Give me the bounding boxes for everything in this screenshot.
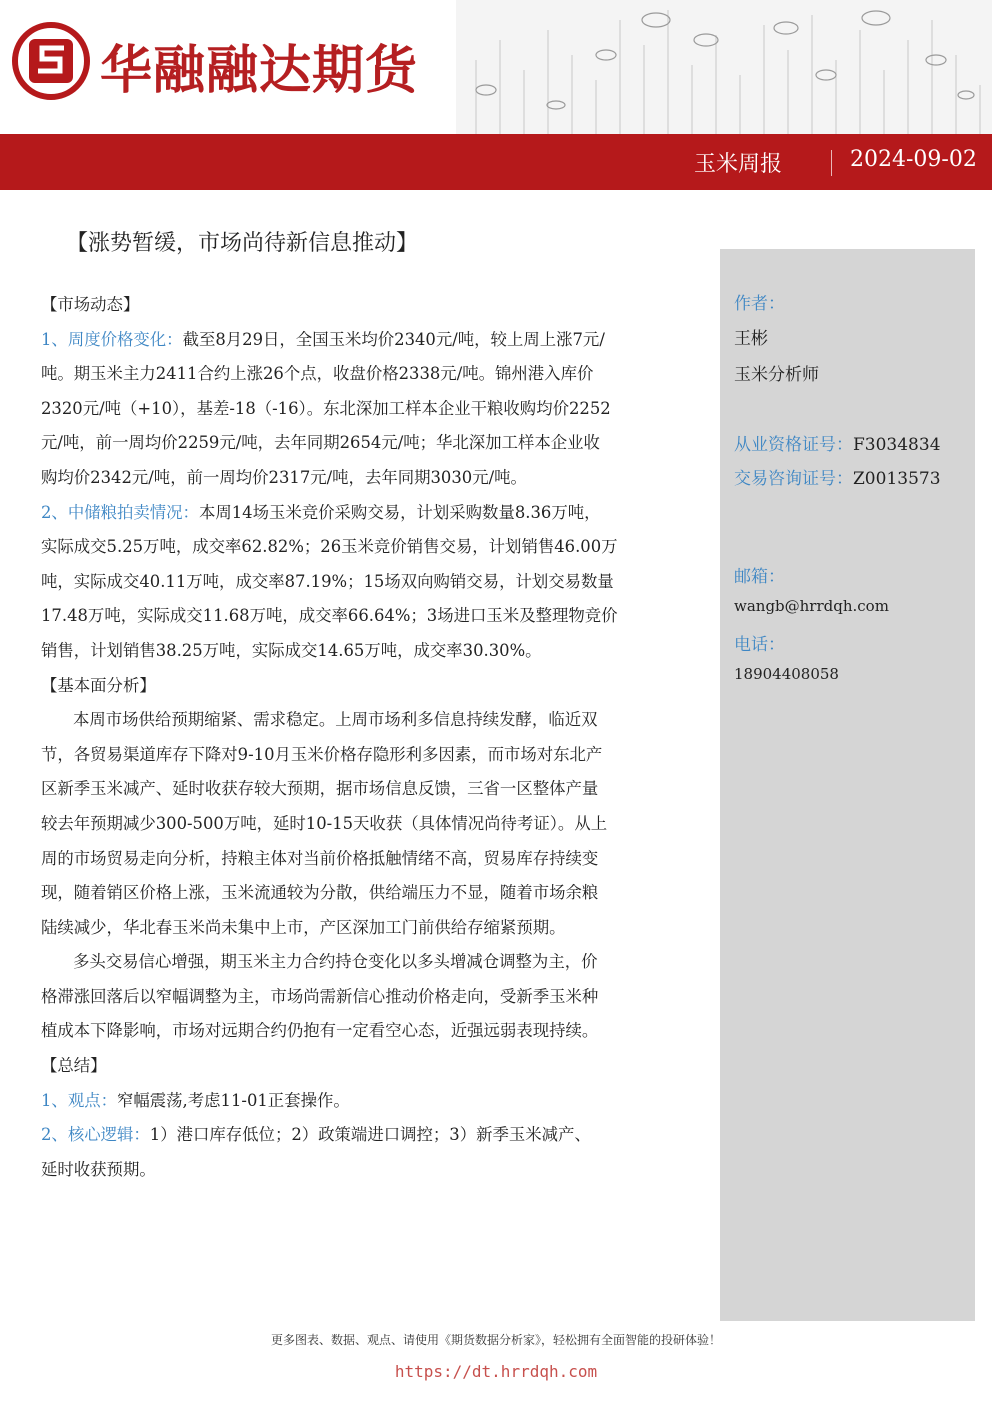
paragraph-line: 延时收获预期。	[41, 1159, 156, 1179]
email-link[interactable]: wangb@hrrdqh.com	[734, 597, 889, 615]
paragraph-line: 植成本下降影响，市场对远期合约仍抱有一定看空心态，近强远弱表现持续。	[41, 1021, 599, 1041]
paragraph-line: 多头交易信心增强，期玉米主力合约持仓变化以多头增减仓调整为主，价	[73, 952, 598, 972]
company-logo-icon	[12, 22, 90, 100]
report-date: 2024-09-02	[850, 147, 977, 172]
item-label: 1、周度价格变化：	[41, 329, 183, 349]
footer-link[interactable]: https://dt.hrrdqh.com	[394, 1362, 598, 1381]
paragraph-line: 区新季玉米减产、延时收获存较大预期，据市场信息反馈，三省一区整体产量	[41, 779, 599, 799]
qualification-number: F3034834	[853, 435, 941, 455]
consult-number: Z0013573	[853, 469, 941, 489]
paragraph-line: 元/吨，前一周均价2259元/吨，去年同期2654元/吨；华北深加工样本企业收	[41, 433, 600, 453]
section-fundamentals	[41, 669, 701, 1050]
title-band	[0, 134, 992, 190]
company-name: 华融融达期货	[100, 41, 419, 101]
item-label: 2、核心逻辑：	[41, 1125, 150, 1145]
paragraph-line: 17.48万吨，实际成交11.68万吨，成交率66.64%；3场进口玉米及整理物竞价	[41, 606, 618, 626]
phone-label: 电话：	[734, 635, 785, 655]
consult-label: 交易咨询证号：	[734, 469, 853, 489]
report-headline: 【涨势暂缓，市场尚待新信息推动】	[66, 231, 419, 256]
report-body	[41, 288, 701, 1187]
section-summary	[41, 1049, 701, 1187]
item-label: 1、观点：	[41, 1090, 117, 1110]
paragraph-line	[41, 323, 701, 358]
item-text: 窄幅震荡,考虑11-01正套操作。	[117, 1090, 350, 1110]
qualification-label: 从业资格证号：	[734, 435, 853, 455]
paragraph-line: 陆续减少，华北春玉米尚未集中上市，产区深加工门前供给存缩紧预期。	[41, 917, 566, 937]
footer-note: 更多图表、数据、观点、请使用《期货数据分析家》，轻松拥有全面智能的投研体验！	[270, 1333, 721, 1347]
paragraph-line: 本周市场供给预期缩紧、需求稳定。上周市场利多信息持续发酵，临近双	[73, 710, 598, 730]
report-type: 玉米周报	[694, 152, 783, 177]
report-header	[0, 0, 992, 190]
paragraph-line: 节，各贸易渠道库存下降对9-10月玉米价格存隐形利多因素，而市场对东北产	[41, 744, 603, 764]
paragraph-line: 周的市场贸易走向分析，持粮主体对当前价格抵触情绪不高，贸易库存持续变	[41, 848, 599, 868]
item-text: 截至8月29日，全国玉米均价2340元/吨，较上周上涨7元/	[182, 329, 605, 349]
section-heading: 【总结】	[41, 1056, 107, 1076]
section-heading: 【基本面分析】	[41, 675, 156, 695]
paragraph-line	[41, 1118, 701, 1153]
phone-number: 18904408058	[734, 665, 839, 683]
qualification-row	[734, 430, 941, 455]
divider	[831, 150, 832, 176]
email-label: 邮箱：	[734, 567, 785, 587]
author-name: 王彬	[734, 329, 768, 349]
author-label: 作者：	[734, 294, 785, 314]
decorative-header-graphic	[456, 0, 992, 134]
paragraph-line: 吨，实际成交40.11万吨，成交率87.19%；15场双向购销交易，计划交易数量	[41, 571, 614, 591]
paragraph-line: 较去年预期减少300-500万吨，延时10-15天收获（具体情况尚待考证）。从上	[41, 813, 608, 833]
author-title: 玉米分析师	[734, 365, 819, 385]
item-text: 本周14场玉米竞价采购交易，计划采购数量8.36万吨，	[198, 502, 601, 522]
paragraph-line: 现，随着销区价格上涨，玉米流通较为分散，供给端压力不显，随着市场余粮	[41, 883, 599, 903]
paragraph-line: 销售，计划销售38.25万吨，实际成交14.65万吨，成交率30.30%。	[41, 640, 542, 660]
consult-row	[734, 464, 941, 489]
paragraph-line: 吨。期玉米主力2411合约上涨26个点，收盘价格2338元/吨。锦州港入库价	[41, 364, 594, 384]
item-label: 2、中储粮拍卖情况：	[41, 502, 199, 522]
paragraph-line	[41, 1084, 701, 1119]
author-sidebar	[720, 249, 975, 1321]
paragraph-line: 2320元/吨（+10），基差-18（-16）。东北深加工样本企业干粮收购均价2252	[41, 398, 611, 418]
paragraph-line: 购均价2342元/吨，前一周均价2317元/吨，去年同期3030元/吨。	[41, 467, 527, 487]
paragraph-line	[41, 496, 701, 531]
section-heading: 【市场动态】	[41, 295, 140, 314]
item-text: 1）港口库存低位；2）政策端进口调控；3）新季玉米减产、	[149, 1125, 591, 1145]
paragraph-line: 格滞涨回落后以窄幅调整为主，市场尚需新信心推动价格走向，受新季玉米种	[41, 986, 599, 1006]
section-market-dynamics	[41, 288, 701, 669]
paragraph-line: 实际成交5.25万吨，成交率62.82%；26玉米竞价销售交易，计划销售46.00万	[41, 537, 618, 557]
